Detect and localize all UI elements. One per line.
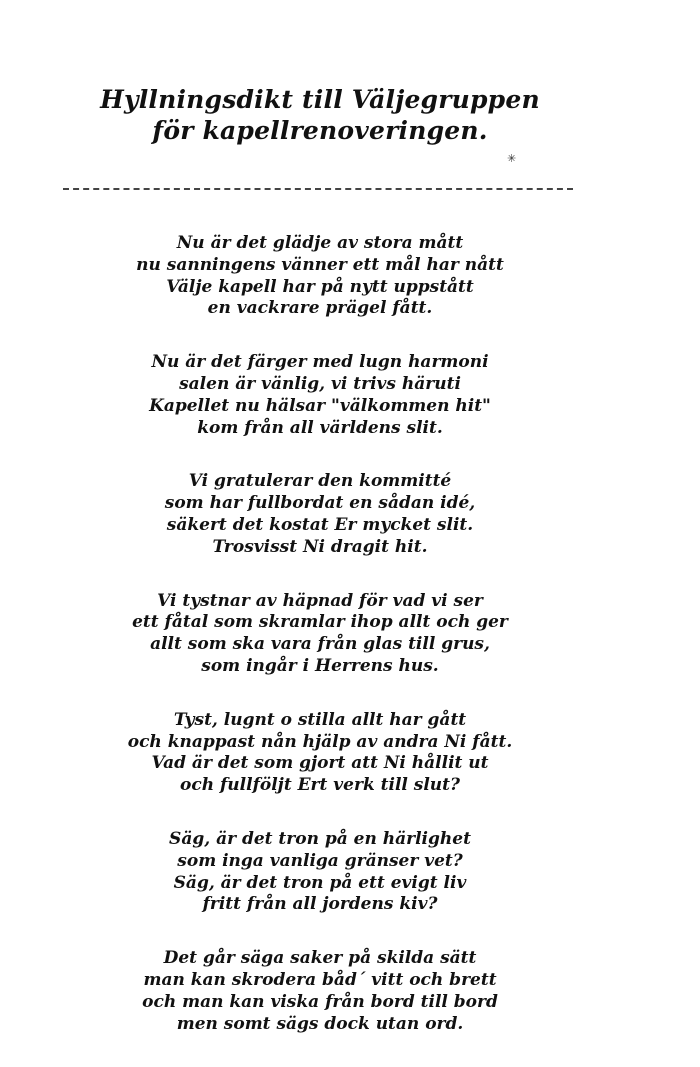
verse-line: fritt från all jordens kiv? — [202, 894, 438, 915]
verse-line: Säg, är det tron på en härlighet — [169, 828, 471, 849]
verse-line: Vi gratulerar den kommitté — [188, 471, 452, 492]
verse-line: Säg, är det tron på ett evigt liv — [173, 872, 467, 893]
stanza-1 — [0, 233, 640, 320]
verse-line: och knappast nån hjälp av andra Ni fått. — [127, 731, 513, 752]
verse-line: kom från all världens slit. — [197, 417, 443, 438]
verse-line: nu sanningens vänner ett mål har nått — [136, 254, 504, 275]
verse-line: och fullföljt Ert verk till slut? — [180, 775, 460, 796]
stanza-7 — [0, 948, 640, 1035]
verse-line: Det går säga saker på skilda sätt — [163, 948, 477, 969]
verse-line: säkert det kostat Er mycket slit. — [166, 514, 474, 535]
verse-line: men somt sägs dock utan ord. — [176, 1013, 464, 1034]
verse-line: ett fåtal som skramlar ihop allt och ger — [132, 612, 508, 633]
stanza-6 — [0, 829, 640, 916]
verse-line: Tyst, lugnt o stilla allt har gått — [173, 709, 467, 730]
stanza-2 — [0, 352, 640, 439]
verse-line: Vi tystnar av häpnad för vad vi ser — [157, 590, 483, 611]
poem-body — [0, 233, 640, 1067]
verse-line: Välje kapell har på nytt uppstått — [166, 276, 474, 297]
dashed-divider — [63, 188, 573, 190]
verse-line: Nu är det färger med lugn harmoni — [151, 352, 489, 373]
verse-line: som har fullbordat en sådan idé, — [164, 493, 476, 514]
verse-line: Trosvisst Ni dragit hit. — [212, 536, 428, 557]
stanza-5 — [0, 710, 640, 797]
stanza-4 — [0, 591, 640, 678]
title-line-1: Hyllningsdikt till Väljegruppen — [100, 85, 540, 114]
poem-title — [0, 84, 640, 146]
verse-line: man kan skrodera båd´ vitt och brett — [143, 969, 497, 990]
verse-line: Vad är det som gjort att Ni hållit ut — [151, 753, 489, 774]
stanza-3 — [0, 471, 640, 558]
ink-speck: ✳ — [507, 152, 517, 165]
verse-line: som ingår i Herrens hus. — [201, 655, 439, 676]
verse-line: allt som ska vara från glas till grus, — [150, 634, 490, 655]
title-line-2: för kapellrenoveringen. — [152, 116, 488, 145]
verse-line: som inga vanliga gränser vet? — [177, 850, 463, 871]
verse-line: en vackrare prägel fått. — [207, 298, 433, 319]
verse-line: Nu är det glädje av stora mått — [176, 233, 464, 253]
verse-line: och man kan viska från bord till bord — [142, 991, 498, 1012]
verse-line: Kapellet nu hälsar "välkommen hit" — [149, 395, 491, 416]
verse-line: salen är vänlig, vi trivs häruti — [179, 373, 461, 394]
